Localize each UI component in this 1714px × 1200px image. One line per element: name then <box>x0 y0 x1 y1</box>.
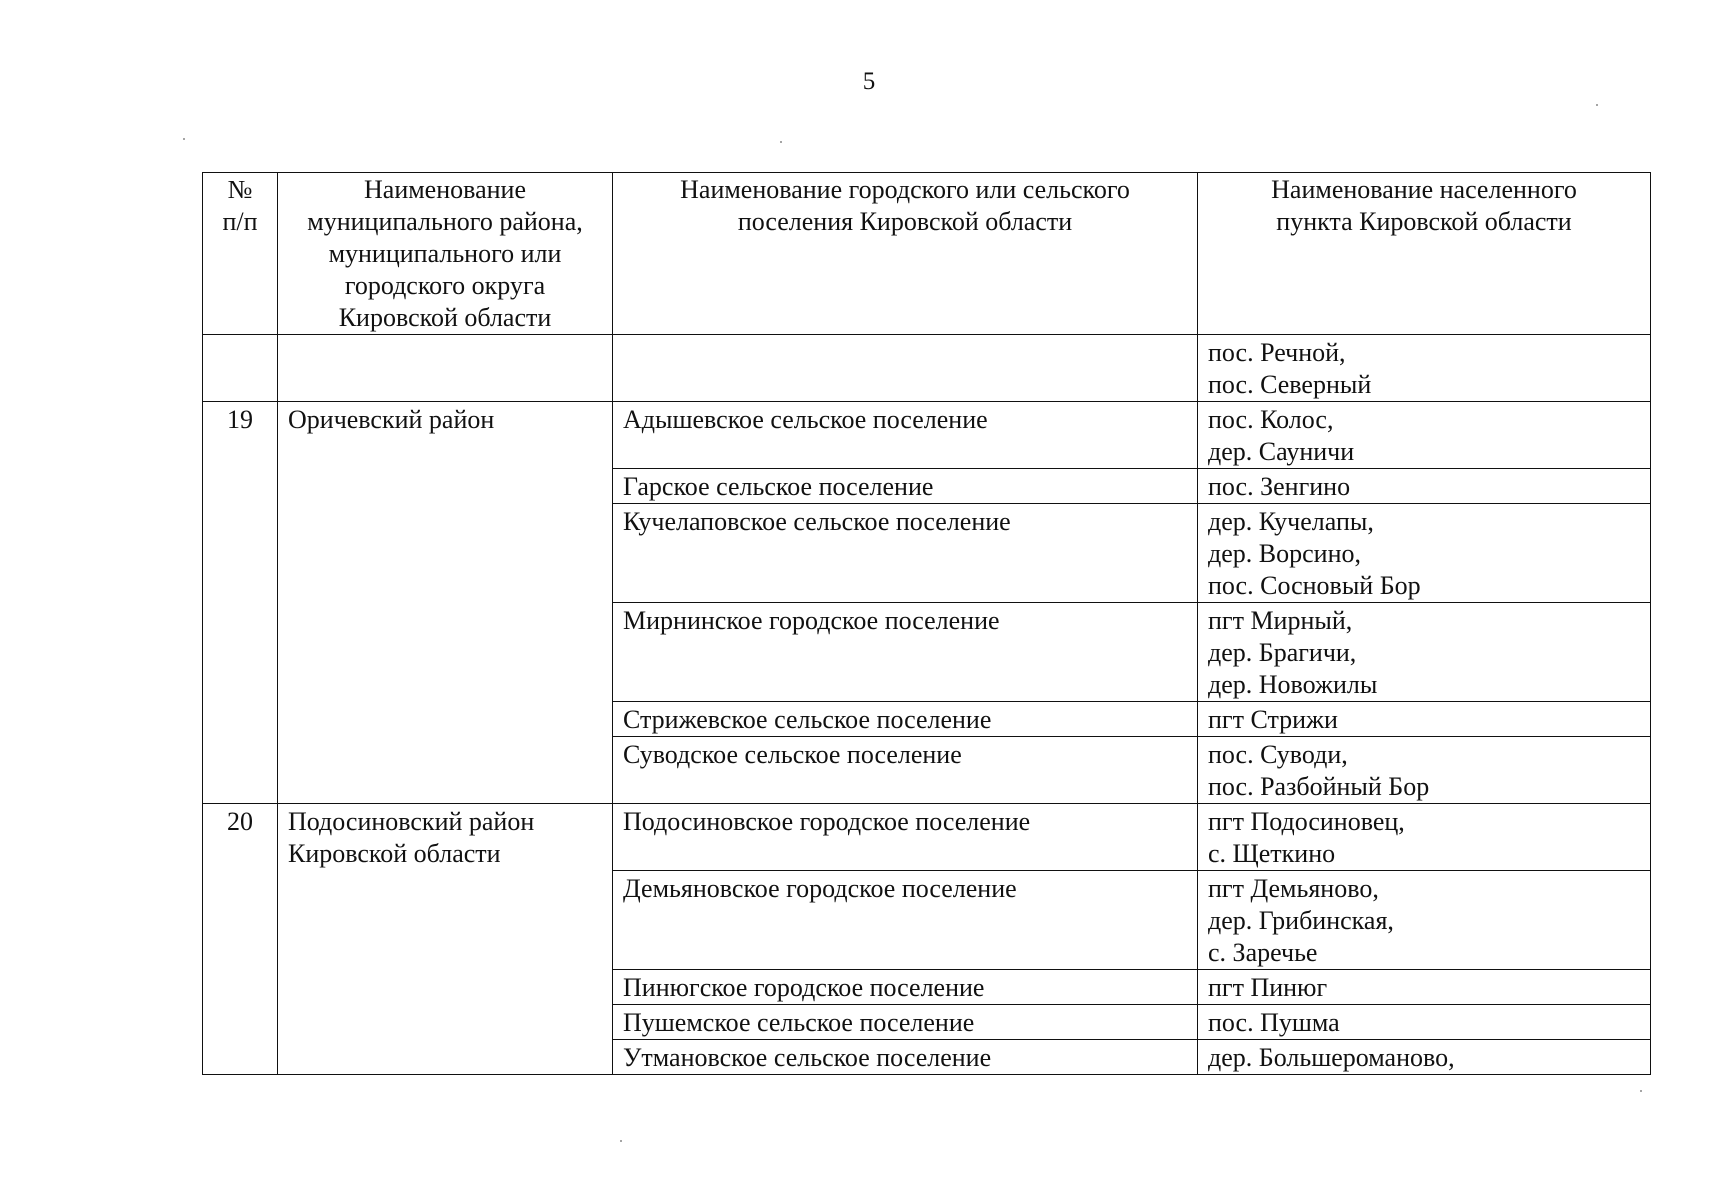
locality-line: пгт Пинюг <box>1208 973 1328 1002</box>
locality-line: пос. Разбойный Бор <box>1208 772 1430 801</box>
settlement-name: Утмановское сельское поселение <box>623 1043 992 1072</box>
locality-cell <box>1198 804 1651 871</box>
locality-line: дер. Кучелапы, <box>1208 507 1374 536</box>
locality-cell <box>1198 737 1651 804</box>
locality-line: пос. Зенгино <box>1208 472 1351 501</box>
locality-line: с. Заречье <box>1208 938 1318 967</box>
header-line: п/п <box>222 207 258 236</box>
settlement-cell <box>613 504 1198 603</box>
settlement-cell <box>613 402 1198 469</box>
table-cell <box>203 335 278 402</box>
header-settlement <box>613 173 1198 335</box>
district-line: Оричевский район <box>288 405 495 434</box>
locality-line: пос. Колос, <box>1208 405 1334 434</box>
settlement-name: Пушемское сельское поселение <box>623 1008 975 1037</box>
locality-cell <box>1198 504 1651 603</box>
settlement-cell <box>613 871 1198 970</box>
locality-line: пос. Суводи, <box>1208 740 1348 769</box>
locality-cell <box>1198 970 1651 1005</box>
locality-line: с. Щеткино <box>1208 839 1336 868</box>
header-district <box>278 173 613 335</box>
row-number-cell: 19 <box>203 402 278 804</box>
locality-cell <box>1198 335 1651 402</box>
settlement-cell <box>613 970 1198 1005</box>
table-cell <box>613 335 1198 402</box>
locality-line: пгт Стрижи <box>1208 705 1338 734</box>
scan-speck <box>780 141 782 143</box>
locality-cell <box>1198 702 1651 737</box>
settlement-cell <box>613 702 1198 737</box>
locality-line: дер. Большероманово, <box>1208 1043 1455 1072</box>
table-cell <box>278 335 613 402</box>
settlement-name: Демьяновское городское поселение <box>623 874 1017 903</box>
settlement-name: Пинюгское городское поселение <box>623 973 985 1002</box>
settlement-cell <box>613 1005 1198 1040</box>
settlement-name: Гарское сельское поселение <box>623 472 934 501</box>
header-line: № <box>227 175 253 204</box>
scan-speck <box>1640 1090 1642 1092</box>
table-row <box>203 402 1651 469</box>
locality-cell <box>1198 402 1651 469</box>
district-cell <box>278 804 613 1075</box>
settlement-name: Суводское сельское поселение <box>623 740 962 769</box>
locality-cell <box>1198 603 1651 702</box>
locality-line: пгт Демьяново, <box>1208 874 1379 903</box>
locality-line: дер. Новожилы <box>1208 670 1378 699</box>
locality-line: дер. Грибинская, <box>1208 906 1394 935</box>
locality-line: пос. Северный <box>1208 370 1372 399</box>
settlement-name: Стрижевское сельское поселение <box>623 705 992 734</box>
locality-cell <box>1198 1040 1651 1075</box>
locality-line: пгт Подосиновец, <box>1208 807 1405 836</box>
header-line: Наименование <box>364 175 526 204</box>
header-locality <box>1198 173 1651 335</box>
locality-line: дер. Ворсино, <box>1208 539 1361 568</box>
page-number: 5 <box>862 68 876 95</box>
locality-cell <box>1198 1005 1651 1040</box>
locality-line: дер. Брагичи, <box>1208 638 1357 667</box>
header-line: поселения Кировской области <box>737 207 1073 236</box>
scan-speck <box>620 1140 622 1142</box>
settlement-cell <box>613 1040 1198 1075</box>
settlement-cell <box>613 469 1198 504</box>
header-line: муниципального района, <box>307 207 583 236</box>
header-line: муниципального или <box>328 239 562 268</box>
settlement-name: Адышевское сельское поселение <box>623 405 988 434</box>
header-line: Наименование городского или сельского <box>680 175 1130 204</box>
locality-line: пос. Пушма <box>1208 1008 1340 1037</box>
header-line: Кировской области <box>338 303 552 332</box>
district-line: Кировской области <box>288 839 501 868</box>
settlement-cell <box>613 804 1198 871</box>
continuation-row <box>203 335 1651 402</box>
table-body <box>203 173 1651 1075</box>
header-num <box>203 173 278 335</box>
settlement-cell <box>613 737 1198 804</box>
table-header-row <box>203 173 1651 335</box>
settlements-table <box>202 172 1651 1075</box>
settlement-name: Мирнинское городское поселение <box>623 606 1000 635</box>
scan-speck <box>183 138 185 140</box>
header-line: пункта Кировской области <box>1276 207 1572 236</box>
locality-line: пос. Сосновый Бор <box>1208 571 1421 600</box>
locality-cell <box>1198 469 1651 504</box>
locality-line: пгт Мирный, <box>1208 606 1353 635</box>
district-line: Подосиновский район <box>288 807 535 836</box>
header-line: городского округа <box>344 271 546 300</box>
row-number-cell: 20 <box>203 804 278 1075</box>
table-row <box>203 804 1651 871</box>
header-line: Наименование населенного <box>1271 175 1577 204</box>
settlement-name: Подосиновское городское поселение <box>623 807 1031 836</box>
scan-speck <box>1596 104 1598 106</box>
locality-line: пос. Речной, <box>1208 338 1346 367</box>
locality-line: дер. Сауничи <box>1208 437 1355 466</box>
locality-cell <box>1198 871 1651 970</box>
settlement-name: Кучелаповское сельское поселение <box>623 507 1011 536</box>
district-cell <box>278 402 613 804</box>
settlement-cell <box>613 603 1198 702</box>
